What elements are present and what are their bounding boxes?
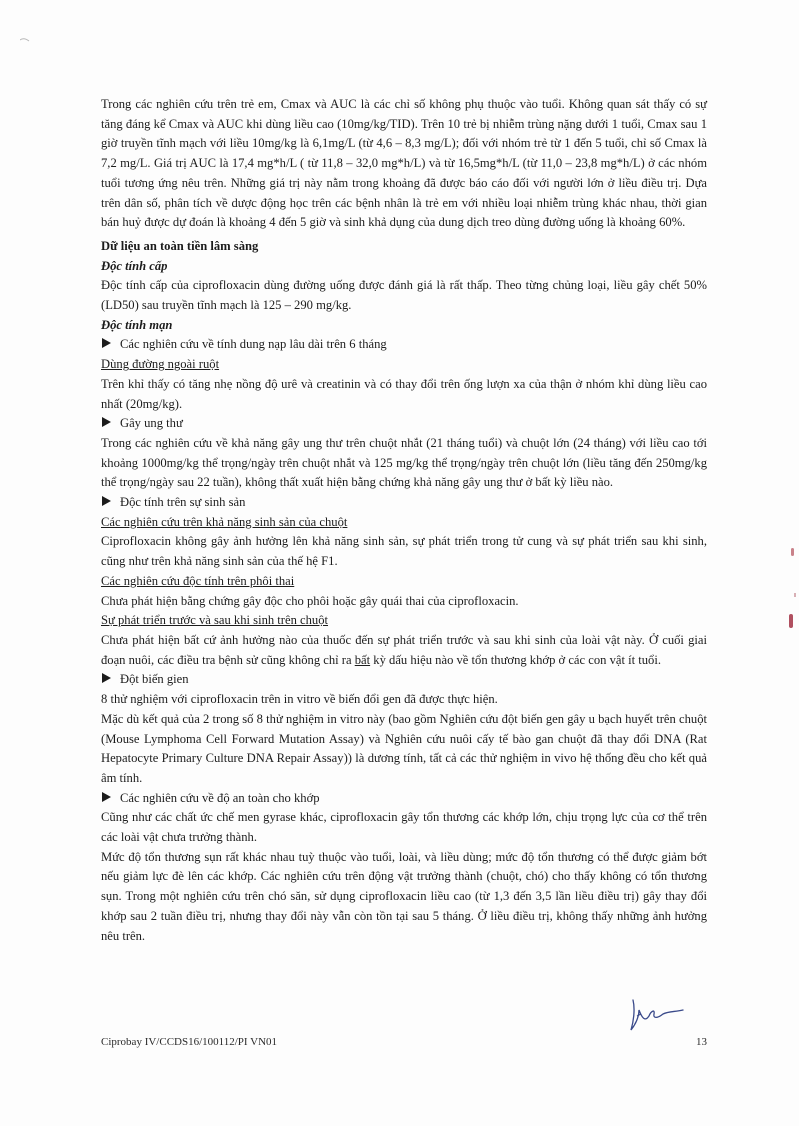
bullet-label: Các nghiên cứu về tính dung nạp lâu dài trên 6 tháng [120,337,387,352]
text-segment: kỳ dấu hiệu nào về tổn thương khớp ở các con vật ít tuổi. [370,652,661,667]
subheading-peri-postnatal: Sự phát triển trước và sau khi sinh trên chuột [101,613,329,628]
bullet-carcinogenicity [101,414,707,434]
bullet-long-term-tolerance [101,335,707,355]
corner-mark [20,30,30,48]
bullet-mutagenicity [101,670,707,690]
bullet-label: Gây ung thư [120,416,183,431]
bullet-label: Đột biến gien [120,672,189,687]
bullet-label: Độc tính trên sự sinh sản [120,495,246,510]
edge-artifact [794,593,796,597]
underlined-word: bất [354,652,371,667]
paragraph-fertility: Ciprofloxacin không gây ảnh hưởng lên khả năng sinh sản, sự phát triển trong tử cung và sự phát triển sau khi sinh, cũng như trên khả năng sinh sản của thế hệ F1. [101,534,707,569]
paragraph-embryotoxicity: Chưa phát hiện bằng chứng gây độc cho phôi hoặc gây quái thai của ciprofloxacin. [101,593,519,608]
paragraph-parenteral: Trên khỉ thấy có tăng nhẹ nồng độ urê và creatinin và có thay đổi trên ống lượn xa của thận ở nhóm khỉ dùng liều cao nhất (20mg/kg). [101,376,707,411]
arrow-bullet-icon [102,417,111,427]
bullet-joint-safety [101,789,707,809]
document-code: Ciprobay IV/CCDS16/100112/PI VN01 [101,1036,278,1048]
bullet-reproductive-toxicity [101,493,707,513]
handwritten-signature [625,994,685,1039]
paragraph-joint-safety-2: Mức độ tổn thương sụn rất khác nhau tuỳ thuộc vào tuổi, loài, và liều dùng; mức độ tổn thương có thể được giảm bớt nếu giảm lực đè lên các khớp. Các nghiên cứu trên động vật trưởng thành (chuột, chó) cho thấy không có tổn thương sụn. Trong một nghiên cứu trên chó săn, sử dụng ciprofloxacin liều cao (từ 1,3 đến 3,5 lần liều điều trị) gây thay đổi khớp sau 2 tuần điều trị, nhưng thay đổi này vẫn còn tồn tại sau 5 tháng. Ở liều điều trị, không thấy những ảnh hưởng nêu trên. [101,849,707,943]
heading-preclinical-safety: Dữ liệu an toàn tiền lâm sàng [101,238,259,253]
paragraph-mutagenicity-1: 8 thử nghiệm với ciprofloxacin trên in vitro về biến đổi gen đã được thực hiện. [101,692,498,707]
arrow-bullet-icon [102,338,111,348]
page-number: 13 [696,1036,707,1048]
subheading-fertility: Các nghiên cứu trên khả năng sinh sản của chuột [101,514,348,529]
page-footer [101,1036,707,1048]
edge-artifact [791,548,794,556]
paragraph-carcinogenicity: Trong các nghiên cứu về khả năng gây ung thư trên chuột nhắt (21 tháng tuổi) và chuột lớn (24 tháng) với liều cao tới khoảng 1000mg/kg thể trọng/ngày trên chuột nhắt và 125 mg/kg thể trọng/ngày trên chuột lớn (liều tăng đến 250mg/kg thể trọng/ngày sau 22 tuần), không thất xuất hiện bằng chứng khả năng gây ung thư ở bất kỳ liều nào. [101,435,707,490]
arrow-bullet-icon [102,792,111,802]
paragraph-acute-toxicity: Độc tính cấp của ciprofloxacin dùng đường uống được đánh giá là rất thấp. Theo từng chủng loại, liều gây chết 50% (LD50) sau truyền tĩnh mạch là 125 – 290 mg/kg. [101,278,707,313]
bullet-label: Các nghiên cứu về độ an toàn cho khớp [120,790,320,805]
subheading-embryotoxicity: Các nghiên cứu độc tính trên phôi thai [101,573,295,588]
edge-artifact [789,614,793,628]
text-segment: Chưa phát hiện bất cứ ảnh hưởng nào của thuốc đến sự phát triển trước và sau khi sinh của loài vật này. Ở cuối giai đoạn nuôi, các điều tra bệnh sử cũng không chỉ ra [101,632,707,667]
arrow-bullet-icon [102,496,111,506]
heading-chronic-toxicity: Độc tính mạn [101,317,173,332]
paragraph-mutagenicity-2: Mặc dù kết quả của 2 trong số 8 thử nghiệm in vitro này (bao gồm Nghiên cứu đột biến gen gây u bạch huyết trên chuột (Mouse Lymphoma Cell Forward Mutation Assay) và Nghiên cứu nuôi cấy tế bào gan chuột đã thay đổi DNA (Rat Hepatocyte Primary Culture DNA Repair Assay)) là dương tính, tất cả các thử nghiệm in vivo hệ thống đều cho kết quả âm tính. [101,711,707,785]
document-body [101,95,707,946]
paragraph-joint-safety-1: Cũng như các chất ức chế men gyrase khác, ciprofloxacin gây tổn thương các khớp lớn, chịu trọng lực của cơ thể trên các loài vật chưa trưởng thành. [101,810,707,845]
paragraph-peri-postnatal [101,631,707,670]
arrow-bullet-icon [102,673,111,683]
paragraph-pediatric-pk: Trong các nghiên cứu trên trẻ em, Cmax và AUC là các chỉ số không phụ thuộc vào tuổi. Không quan sát thấy có sự tăng đáng kể Cmax và AUC khi dùng liều cao (10mg/kg/TID). Trên 10 trẻ bị nhiễm trùng nặng dưới 1 tuổi, Cmax sau 1 giờ truyền tĩnh mạch với liều 10mg/kg là 6,1mg/L (từ 4,6 – 8,3 mg/L); đối với nhóm trẻ từ 1 đến 5 tuổi, chỉ số Cmax là 7,2 mg/L. Giá trị AUC là 17,4 mg*h/L ( từ 11,8 – 32,0 mg*h/L) và từ 16,5mg*h/L (từ 11,0 – 23,8 mg*h/L) ở các nhóm tuổi tương ứng nêu trên. Những giá trị này nằm trong khoảng đã được báo cáo đối với người lớn ở liều điều trị. Dựa trên dân số, phân tích về dược động học trên các bệnh nhân là trẻ em với nhiều loại nhiễm trùng khác nhau, thời gian bán huỷ được dự đoán là khoảng 4 đến 5 giờ và sinh khả dụng của dung dịch treo dùng đường uống là khoảng 60%. [101,97,707,230]
heading-acute-toxicity: Độc tính cấp [101,258,168,273]
subheading-parenteral: Dùng đường ngoài ruột [101,357,220,372]
